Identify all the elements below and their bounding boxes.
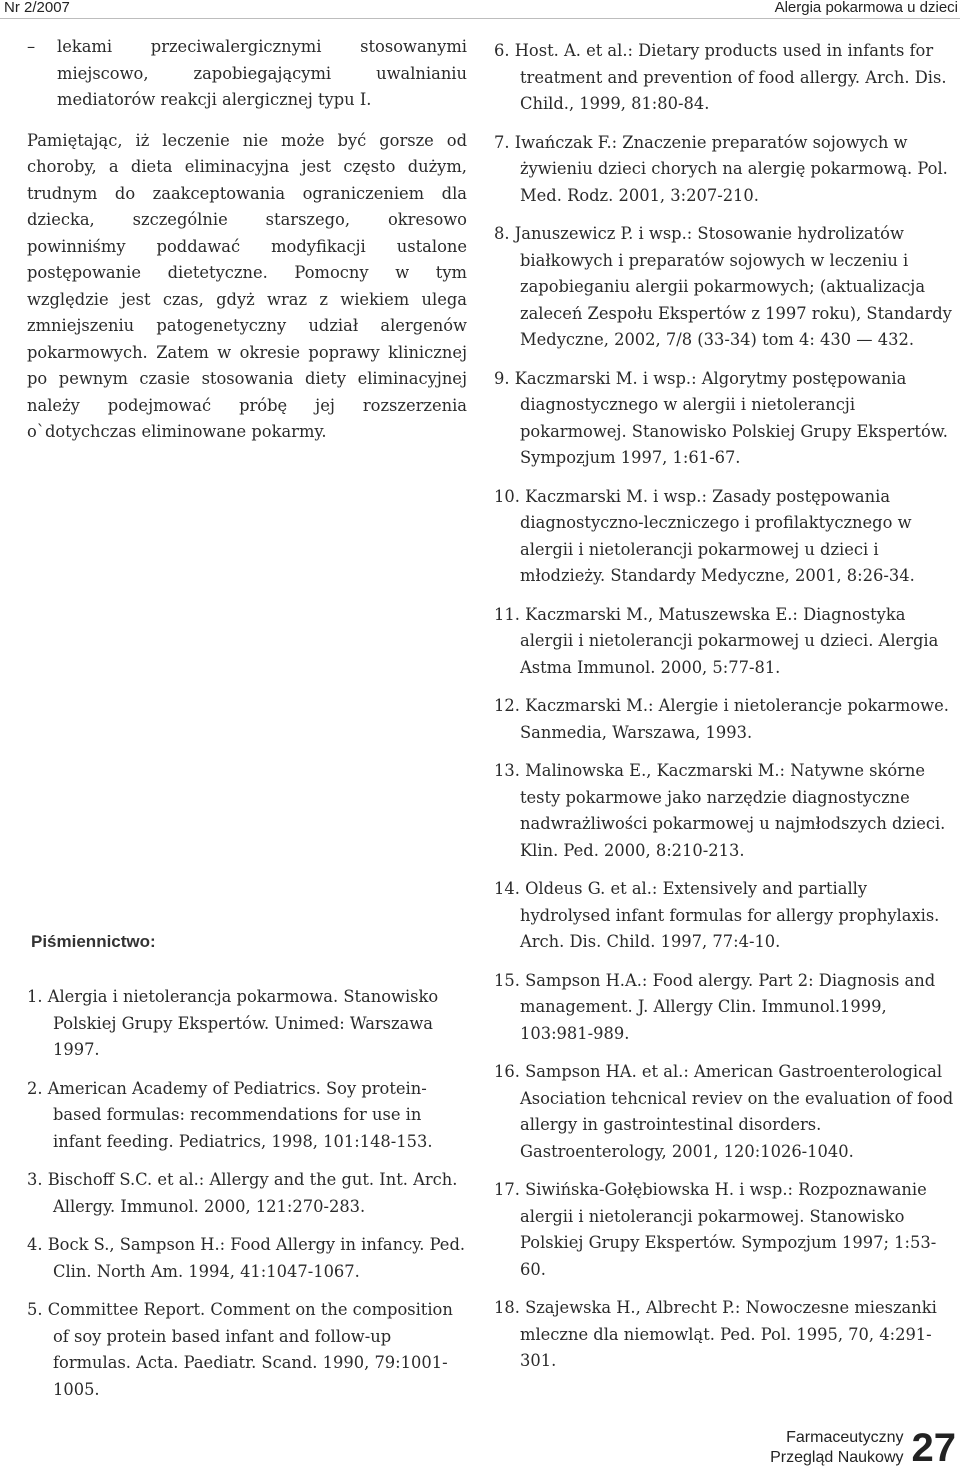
reference-item: 18. Szajewska H., Albrecht P.: Nowoczesne mieszanki mleczne dla niemowląt. Ped. Pol. 1995, 70, 4:291-301. <box>494 1298 937 1370</box>
journal-name-line2: Przegląd Naukowy <box>770 1449 904 1466</box>
bullet-item <box>27 34 467 114</box>
reference-item: 12. Kaczmarski M.: Alergie i nietolerancje pokarmowe. Sanmedia, Warszawa, 1993. <box>494 696 949 742</box>
journal-name-line1: Farmaceutyczny <box>786 1429 904 1446</box>
page-footer <box>770 1428 956 1468</box>
reference-item: 9. Kaczmarski M. i wsp.: Algorytmy postępowania diagnostycznego w alergii i nietolerancji pokarmowej. Stanowisko Polskiej Grupy Ekspertów. Sympozjum 1997, 1:61-67. <box>494 368 948 467</box>
journal-name <box>770 1428 903 1468</box>
reference-item: 10. Kaczmarski M. i wsp.: Zasady postępowania diagnostyczno-leczniczego i profilaktycznego w alergii i nietolerancji pokarmowej u dzieci i młodzieży. Standardy Medyczne, 2001, 8:26-34. <box>494 486 915 585</box>
reference-item: 3. Bischoff S.C. et al.: Allergy and the gut. Int. Arch. Allergy. Immunol. 2000, 121:270-283. <box>27 1170 458 1216</box>
reference-item: 8. Januszewicz P. i wsp.: Stosowanie hydrolizatów białkowych i preparatów sojowych w leczeniu i zapobieganiu alergii pokarmowych; (aktualizacja zaleceń Zespołu Ekspertów z 1997 roku), Standardy Medyczne, 2002, 7/8 (33-34) tom 4: 430 — 432. <box>494 224 952 349</box>
references-list-right <box>494 38 960 1387</box>
page-number: 27 <box>911 1426 956 1470</box>
reference-item: 7. Iwańczak F.: Znaczenie preparatów sojowych w żywieniu dzieci chorych na alergię pokarmową. Pol. Med. Rodz. 2001, 3:207-210. <box>494 132 948 205</box>
references-heading: Piśmiennictwo: <box>31 932 156 951</box>
references-list-left <box>27 984 467 1415</box>
reference-item: 6. Host. A. et al.: Dietary products used in infants for treatment and prevention of food allergy. Arch. Dis. Child., 1999, 81:80-84. <box>494 41 947 113</box>
reference-item: 17. Siwińska-Gołębiowska H. i wsp.: Rozpoznawanie alergii i nietolerancji pokarmowej. Stanowisko Polskiej Grupy Ekspertów. Sympozjum 1997; 1:53-60. <box>494 1180 937 1279</box>
reference-item: 1. Alergia i nietolerancja pokarmowa. Stanowisko Polskiej Grupy Ekspertów. Unimed: Warszawa 1997. <box>27 987 439 1059</box>
left-column <box>27 34 467 446</box>
reference-item: 15. Sampson H.A.: Food alergy. Part 2: Diagnosis and management. J. Allergy Clin. Immunol.1999, 103:981-989. <box>494 970 936 1043</box>
reference-item: 16. Sampson HA. et al.: American Gastroenterological Asociation tehcnical reviev on the evaluation of food allergy in gastrointestinal disorders. Gastroenterology, 2001, 120:1026-1040. <box>494 1062 954 1161</box>
reference-item: 13. Malinowska E., Kaczmarski M.: Natywne skórne testy pokarmowe jako narzędzie diagnostyczne nadwrażliwości pokarmowej u najmłodszych dzieci. Klin. Ped. 2000, 8:210-213. <box>494 761 946 860</box>
body-paragraph: Pamiętając, iż leczenie nie może być gorsze od choroby, a dieta eliminacyjna jest często dużym, trudnym do zaakceptowania ograniczeniem dla dziecka, szczególnie starszego, okresowo powinniśmy poddawać modyfikacji ustalone postępowanie dietetyczne. Pomocny w tym względzie jest czas, gdyż wraz z wiekiem ulega zmniejszeniu patogenetyczny udział alergenów pokarmowych. Zatem w okresie poprawy klinicznej po pewnym czasie stosowania diety eliminacyjnej należy podejmować próbę jej rozszerzenia o`dotychczas eliminowane pokarmy. <box>27 130 467 441</box>
reference-item: 5. Committee Report. Comment on the composition of soy protein based infant and follow-up formulas. Acta. Paediatr. Scand. 1990, 79:1001-1005. <box>27 1300 453 1399</box>
running-title: Alergia pokarmowa u dzieci <box>774 0 958 16</box>
reference-item: 11. Kaczmarski M., Matuszewska E.: Diagnostyka alergii i nietolerancji pokarmowej u dzieci. Alergia Astma Immunol. 2000, 5:77-81. <box>494 604 939 677</box>
dash-bullet: – <box>27 37 36 56</box>
page-header <box>0 0 960 19</box>
reference-item: 4. Bock S., Sampson H.: Food Allergy in infancy. Ped. Clin. North Am. 1994, 41:1047-1067. <box>27 1235 466 1281</box>
reference-item: 2. American Academy of Pediatrics. Soy protein-based formulas: recommendations for use in infant feeding. Pediatrics, 1998, 101:148-153. <box>27 1078 433 1151</box>
reference-item: 14. Oldeus G. et al.: Extensively and partially hydrolysed infant formulas for allergy prophylaxis. Arch. Dis. Child. 1997, 77:4-10. <box>494 879 940 951</box>
bullet-text: lekami przeciwalergicznymi stosowanymi miejscowo, zapobiegającymi uwalnianiu mediatorów reakcji alergicznej typu I. <box>57 37 467 109</box>
issue-number: Nr 2/2007 <box>4 0 70 16</box>
